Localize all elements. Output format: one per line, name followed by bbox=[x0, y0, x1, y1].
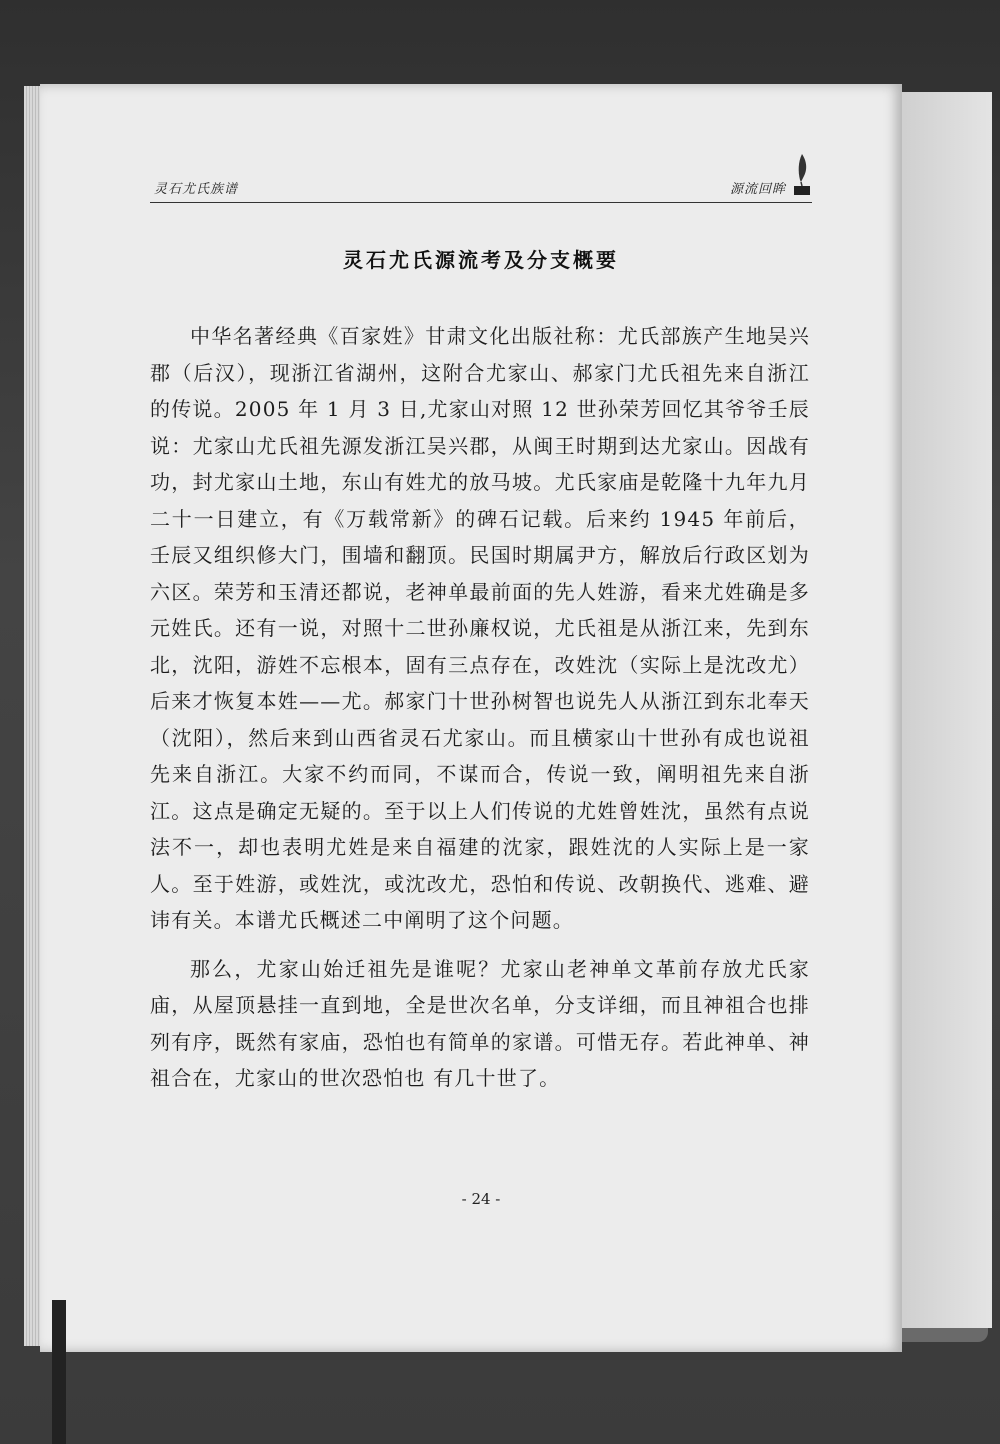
running-header bbox=[150, 178, 812, 203]
body-text bbox=[150, 318, 810, 1097]
quill-ink-icon bbox=[790, 152, 812, 196]
header-section-title: 源流回眸 bbox=[729, 182, 786, 197]
header-book-title: 灵石尤氏族谱 bbox=[154, 182, 239, 197]
page-number: - 24 - bbox=[461, 1190, 501, 1208]
paragraph: 中华名著经典《百家姓》甘肃文化出版社称：尤氏部族产生地吴兴郡（后汉），现浙江省湖州，这附合尤家山、郝家门尤氏祖先来自浙江的传说。2005 年 1 月 3 日,尤家山对照 12 世孙荣芳回忆其爷爷壬辰说：尤家山尤氏祖先源发浙江吴兴郡，从闽王时期到达尤家山。因战有功，封尤家山土地，东山有姓尤的放马坡。尤氏家庙是乾隆十九年九月二十一日建立，有《万载常新》的碑石记载。后来约 1945 年前后，壬辰又组织修大门，围墙和翻顶。民国时期属尹方，解放后行政区划为六区。荣芳和玉清还都说，老神单最前面的先人姓游，看来尤姓确是多元姓氏。还有一说，对照十二世孙廉权说，尤氏祖是从浙江来，先到东北，沈阳，游姓不忘根本，固有三点存在，改姓沈（实际上是沈改尤）后来才恢复本姓——尤。郝家门十世孙树智也说先人从浙江到东北奉天（沈阳），然后来到山西省灵石尤家山。而且横家山十世孙有成也说祖先来自浙江。大家不约而同，不谋而合，传说一致，阐明祖先来自浙江。这点是确定无疑的。至于以上人们传说的尤姓曾姓沈，虽然有点说法不一，却也表明尤姓是来自福建的沈家，跟姓沈的人实际上是一家人。至于姓游，或姓沈，或沈改尤，恐怕和传说、改朝换代、逃难、避讳有关。本谱尤氏概述二中阐明了这个问题。 bbox=[150, 324, 810, 932]
paragraph: 那么，尤家山始迁祖先是谁呢？尤家山老神单文革前存放尤氏家庙，从屋顶悬挂一直到地，全是世次名单，分支详细，而且神祖合也排列有序，既然有家庙，恐怕也有简单的家谱。可惜无存。若此神单、神祖合在，尤家山的世次恐怕也 有几十世了。 bbox=[150, 956, 810, 1090]
bookmark-ribbon bbox=[52, 1300, 66, 1444]
page-title: 灵石尤氏源流考及分支概要 bbox=[343, 248, 619, 272]
facing-page-edge bbox=[900, 92, 992, 1328]
